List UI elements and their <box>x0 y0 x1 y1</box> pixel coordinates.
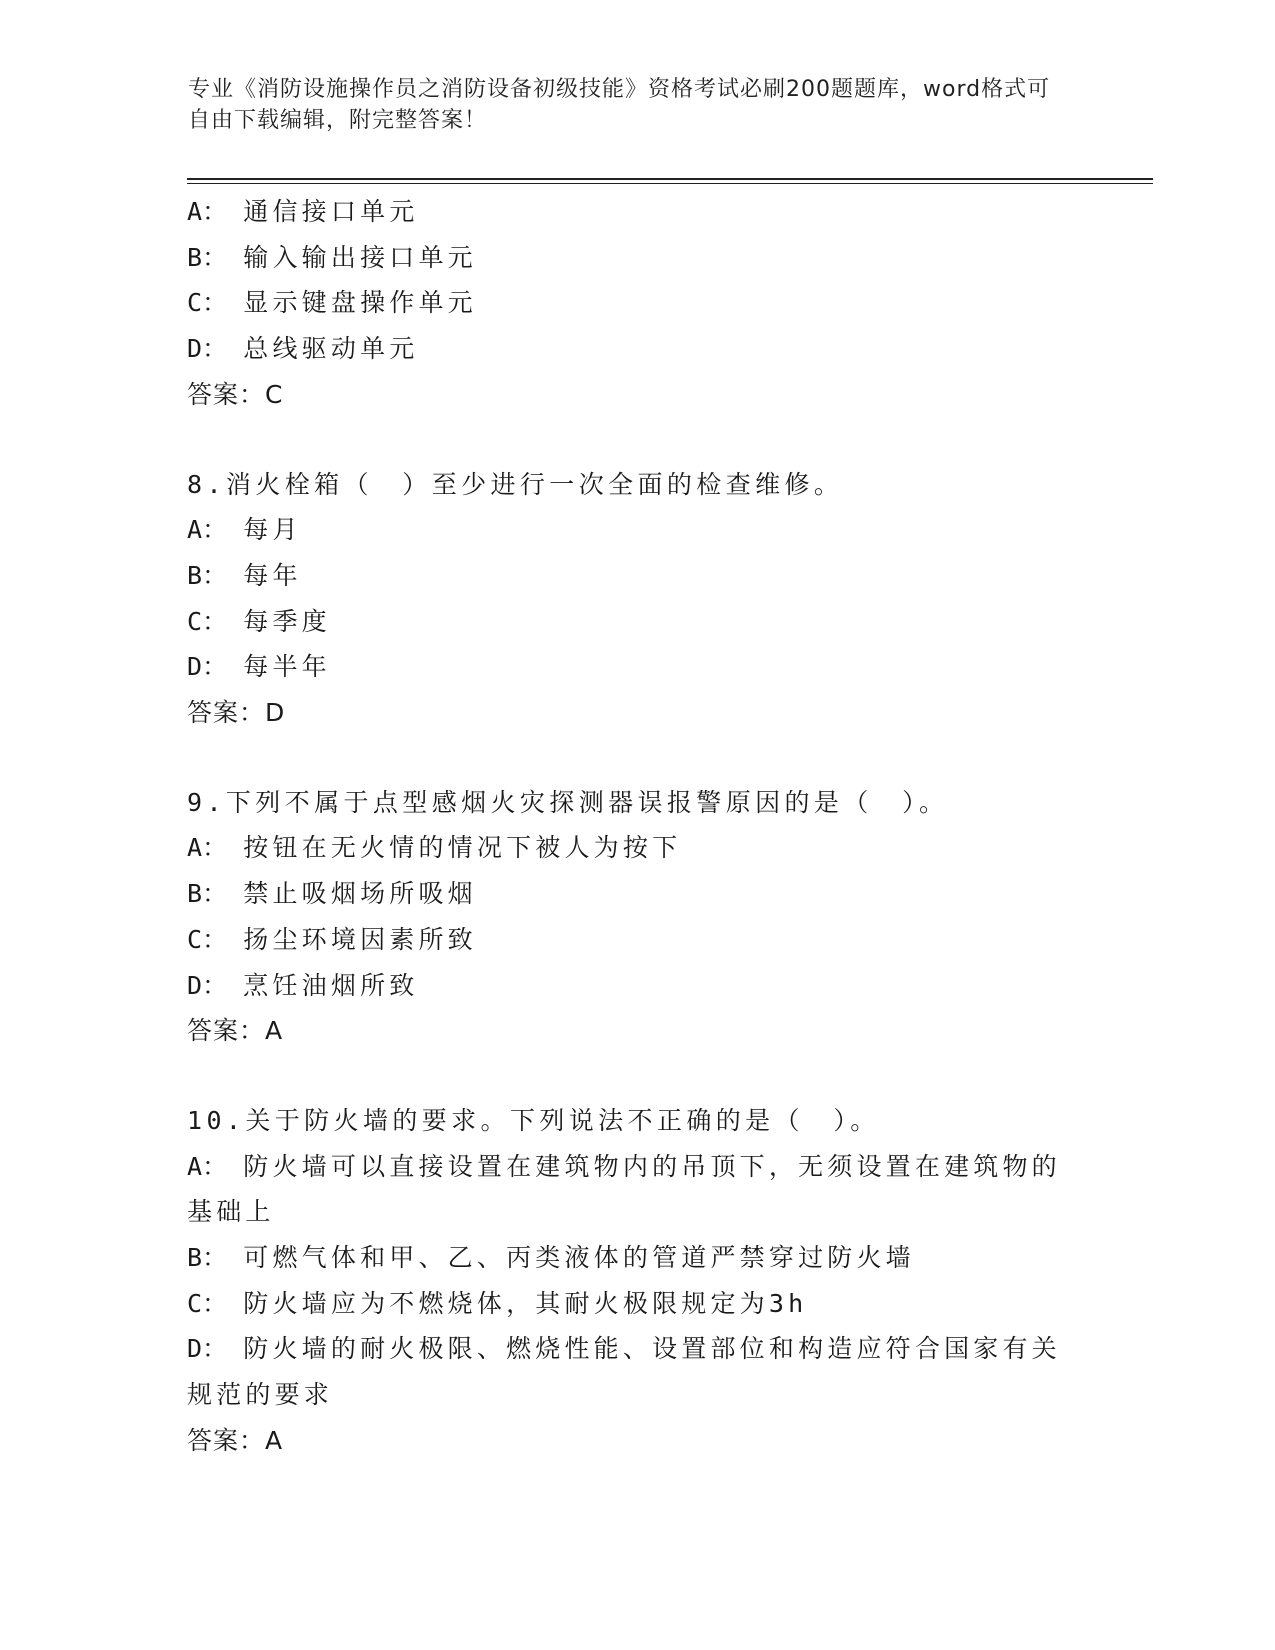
option-d: D： 烹饪油烟所致 <box>187 970 419 1000</box>
header-divider-thick <box>187 178 1153 180</box>
option-a: A： 按钮在无火情的情况下被人为按下 <box>187 833 682 863</box>
question-list <box>187 189 1087 1508</box>
question-block <box>187 780 1087 1054</box>
question-text: 8.消火栓箱（ ）至少进行一次全面的检查维修。 <box>187 469 844 499</box>
header-divider-thin <box>187 183 1153 184</box>
option-b: B： 禁止吸烟场所吸烟 <box>187 879 477 909</box>
option-b: B： 每年 <box>187 560 302 590</box>
option-c: C： 防火墙应为不燃烧体，其耐火极限规定为3h <box>187 1288 808 1318</box>
question-block <box>187 189 1087 418</box>
question-text: 10.关于防火墙的要求。下列说法不正确的是（ ）。 <box>187 1105 880 1135</box>
answer-line: 答案：A <box>187 1425 284 1455</box>
page-header: 专业《消防设施操作员之消防设备初级技能》资格考试必刷200题题库，word格式可自由下载编辑，附完整答案！ <box>188 77 1051 133</box>
option-c: C： 每季度 <box>187 606 331 636</box>
option-d: D： 防火墙的耐火极限、燃烧性能、设置部位和构造应符合国家有关规范的要求 <box>187 1334 1061 1410</box>
answer-line: 答案：D <box>187 698 286 728</box>
option-c: C： 显示键盘操作单元 <box>187 288 477 318</box>
question-block <box>187 462 1087 736</box>
option-c: C： 扬尘环境因素所致 <box>187 924 477 954</box>
option-b: B： 输入输出接口单元 <box>187 242 477 272</box>
option-d: D： 总线驱动单元 <box>187 334 419 364</box>
option-d: D： 每半年 <box>187 652 331 682</box>
option-a: A： 每月 <box>187 515 302 545</box>
question-text: 9.下列不属于点型感烟火灾探测器误报警原因的是（ ）。 <box>187 787 949 817</box>
option-a: A： 防火墙可以直接设置在建筑物内的吊顶下，无须设置在建筑物的基础上 <box>187 1151 1061 1227</box>
option-a: A： 通信接口单元 <box>187 197 419 226</box>
answer-line: 答案：A <box>187 1016 284 1046</box>
answer-line: 答案：C <box>187 379 284 409</box>
option-b: B： 可燃气体和甲、乙、丙类液体的管道严禁穿过防火墙 <box>187 1243 915 1273</box>
question-block <box>187 1098 1087 1464</box>
